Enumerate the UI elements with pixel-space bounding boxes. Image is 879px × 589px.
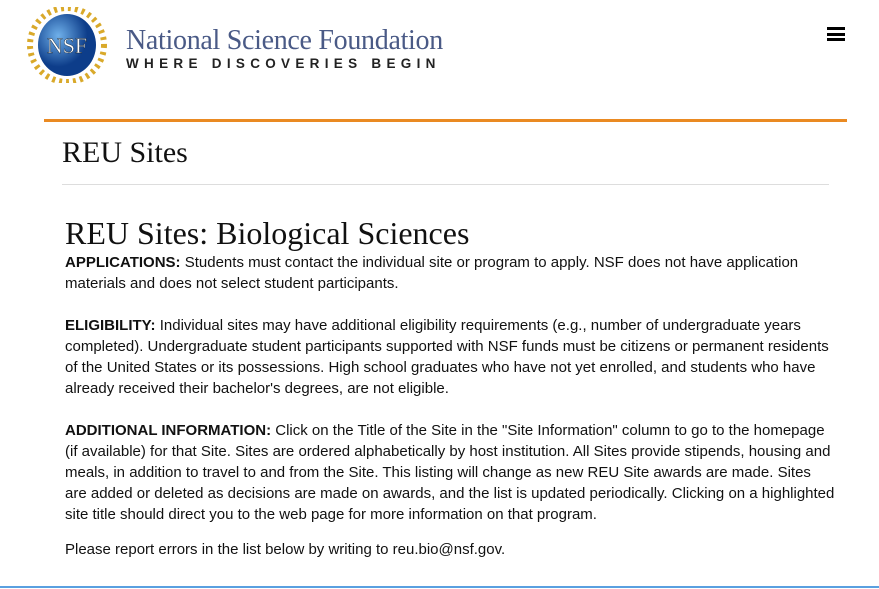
page-title: REU Sites: [62, 136, 188, 169]
eligibility-label: ELIGIBILITY:: [65, 317, 156, 334]
bottom-border: [0, 586, 879, 588]
nsf-logo[interactable]: [27, 7, 107, 83]
section-heading: REU Sites: Biological Sciences: [65, 215, 470, 251]
brand[interactable]: [126, 26, 443, 72]
hamburger-menu-icon[interactable]: [827, 27, 845, 41]
header-divider: [44, 119, 847, 122]
main-content: [65, 214, 835, 581]
report-errors-text: Please report errors in the list below by writing to reu.bio@nsf.gov.: [65, 541, 506, 558]
tagline: WHERE DISCOVERIES BEGIN: [126, 56, 441, 71]
additional-text: Click on the Title of the Site in the "Site Information" column to go to the homepage (if available) for that Site. Sites are ordered alphabetically by host institution. All Sites provide stipends, housing and meals, in addition to travel to and from the Site. This listing will change as new REU Site awards are made. Sites are added or deleted as decisions are made on awards, and the list is updated periodically. Clicking on a highlighted site title should direct you to the web page for more information on that program.: [65, 422, 835, 523]
applications-text: Students must contact the individual site or program to apply. NSF does not have application materials and does not select student participants.: [65, 254, 799, 292]
title-divider: [62, 184, 829, 185]
eligibility-text: Individual sites may have additional eligibility requirements (e.g., number of undergraduate years completed). Undergraduate student participants supported with NSF funds must be citizens or permanent residents of the United States or its possessions. High school graduates who have not yet enrolled, and students who have already received their bachelor's degrees, are not eligible.: [65, 317, 829, 397]
org-name: National Science Foundation: [126, 25, 443, 56]
applications-paragraph: [65, 252, 835, 294]
eligibility-paragraph: [65, 315, 835, 399]
additional-info-paragraph: [65, 420, 835, 525]
applications-label: APPLICATIONS:: [65, 254, 181, 271]
svg-text:NSF: NSF: [46, 33, 88, 58]
additional-label: ADDITIONAL INFORMATION:: [65, 422, 272, 439]
